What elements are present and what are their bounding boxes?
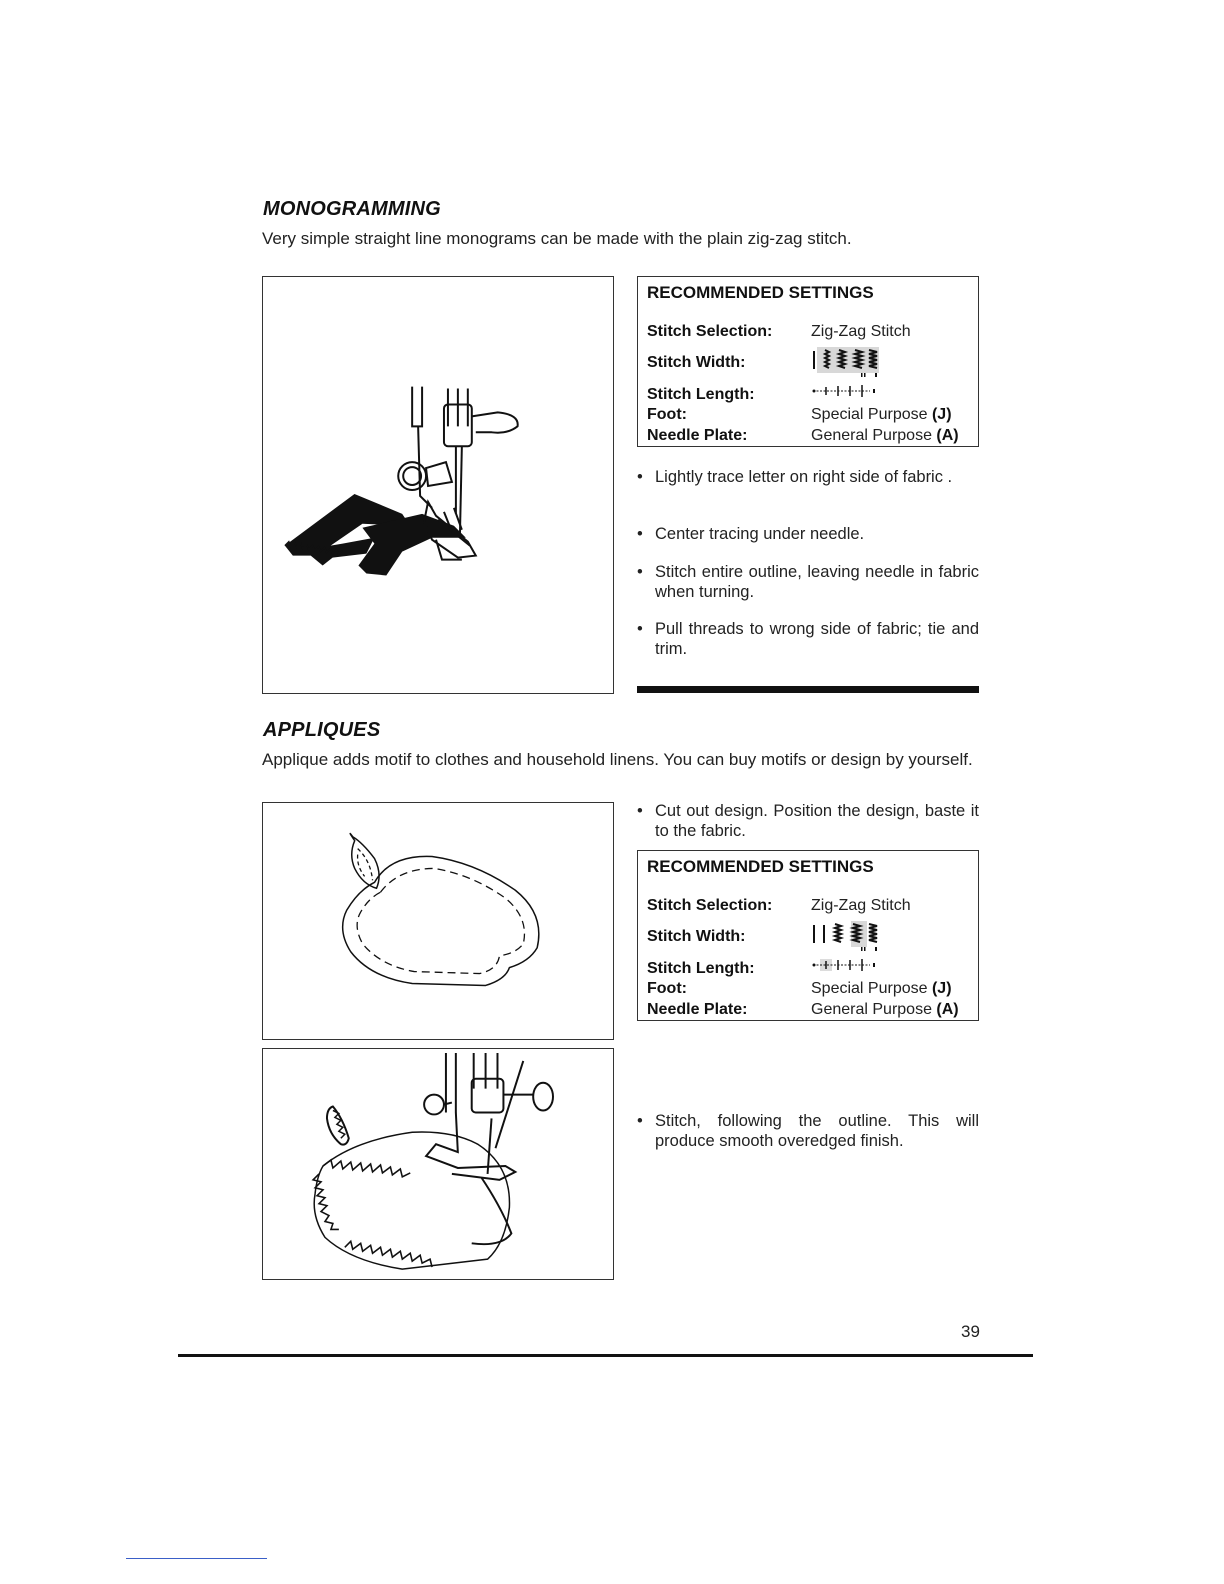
foot-label: Foot:: [647, 406, 687, 423]
stitch-width-label: Stitch Width:: [647, 928, 746, 945]
stitch-length-icon: [812, 959, 876, 971]
bottom-link-underline: [126, 1558, 267, 1559]
applique-stitching-illustration: [262, 1048, 614, 1280]
leaf-outline: [350, 834, 379, 889]
settings-title: RECOMMENDED SETTINGS: [647, 283, 874, 302]
monogram-step-3: • Stitch entire outline, leaving needle in fabric when turning.: [637, 562, 979, 602]
stitch-width-icon: [811, 921, 883, 951]
needle-plate-value: General Purpose (A): [811, 427, 959, 444]
needle-plate-label: Needle Plate:: [647, 1001, 748, 1018]
applique-step-cut: • Cut out design. Position the design, baste it to the fabric.: [637, 801, 979, 841]
stitch-selection-label: Stitch Selection:: [647, 897, 773, 914]
monogram-step-2: • Center tracing under needle.: [637, 524, 979, 544]
monogramming-settings-box: [637, 276, 979, 447]
foot-label: Foot:: [647, 980, 687, 997]
monogram-step-4: • Pull threads to wrong side of fabric; tie and trim.: [637, 619, 979, 659]
monogram-illustration: [262, 276, 614, 694]
stitch-width-icon: [811, 347, 883, 377]
monogramming-intro: Very simple straight line monograms can be made with the plain zig-zag stitch.: [262, 229, 852, 248]
apple-motif-stitching-drawing: [263, 1049, 613, 1279]
applique-basted-illustration: [262, 802, 614, 1040]
stitch-selection-label: Stitch Selection:: [647, 323, 773, 340]
stitch-selection-value: Zig-Zag Stitch: [811, 323, 911, 340]
appliques-settings-box: [637, 850, 979, 1021]
stitch-length-icon: [812, 385, 876, 397]
appliques-intro: Applique adds motif to clothes and household linens. You can buy motifs or design by yourself.: [262, 750, 973, 769]
apple-stitched-outline: [314, 1132, 509, 1269]
stitch-selection-value: Zig-Zag Stitch: [811, 897, 911, 914]
foot-value: Special Purpose (J): [811, 406, 952, 423]
appliques-heading: APPLIQUES: [263, 719, 381, 741]
page-number: 39: [961, 1322, 980, 1341]
stitch-length-label: Stitch Length:: [647, 960, 755, 977]
monogramming-heading: MONOGRAMMING: [263, 198, 441, 220]
monogram-letter-shape: [285, 494, 466, 576]
stitch-length-label: Stitch Length:: [647, 386, 755, 403]
foot-value: Special Purpose (J): [811, 980, 952, 997]
presser-foot-mechanism-2: [424, 1053, 553, 1244]
section-divider: [637, 686, 979, 693]
applique-step-stitch: • Stitch, following the outline. This will produce smooth overedged finish.: [637, 1111, 979, 1151]
monogram-step-1: • Lightly trace letter on right side of fabric .: [637, 467, 979, 487]
basting-line: [357, 868, 524, 973]
footer-rule: [178, 1354, 1033, 1357]
stitch-width-label: Stitch Width:: [647, 354, 746, 371]
needle-plate-label: Needle Plate:: [647, 427, 748, 444]
needle-plate-value: General Purpose (A): [811, 1001, 959, 1018]
settings-title: RECOMMENDED SETTINGS: [647, 857, 874, 876]
sewing-foot-monogram-drawing: [263, 277, 613, 693]
apple-motif-basted-drawing: [263, 803, 613, 1039]
